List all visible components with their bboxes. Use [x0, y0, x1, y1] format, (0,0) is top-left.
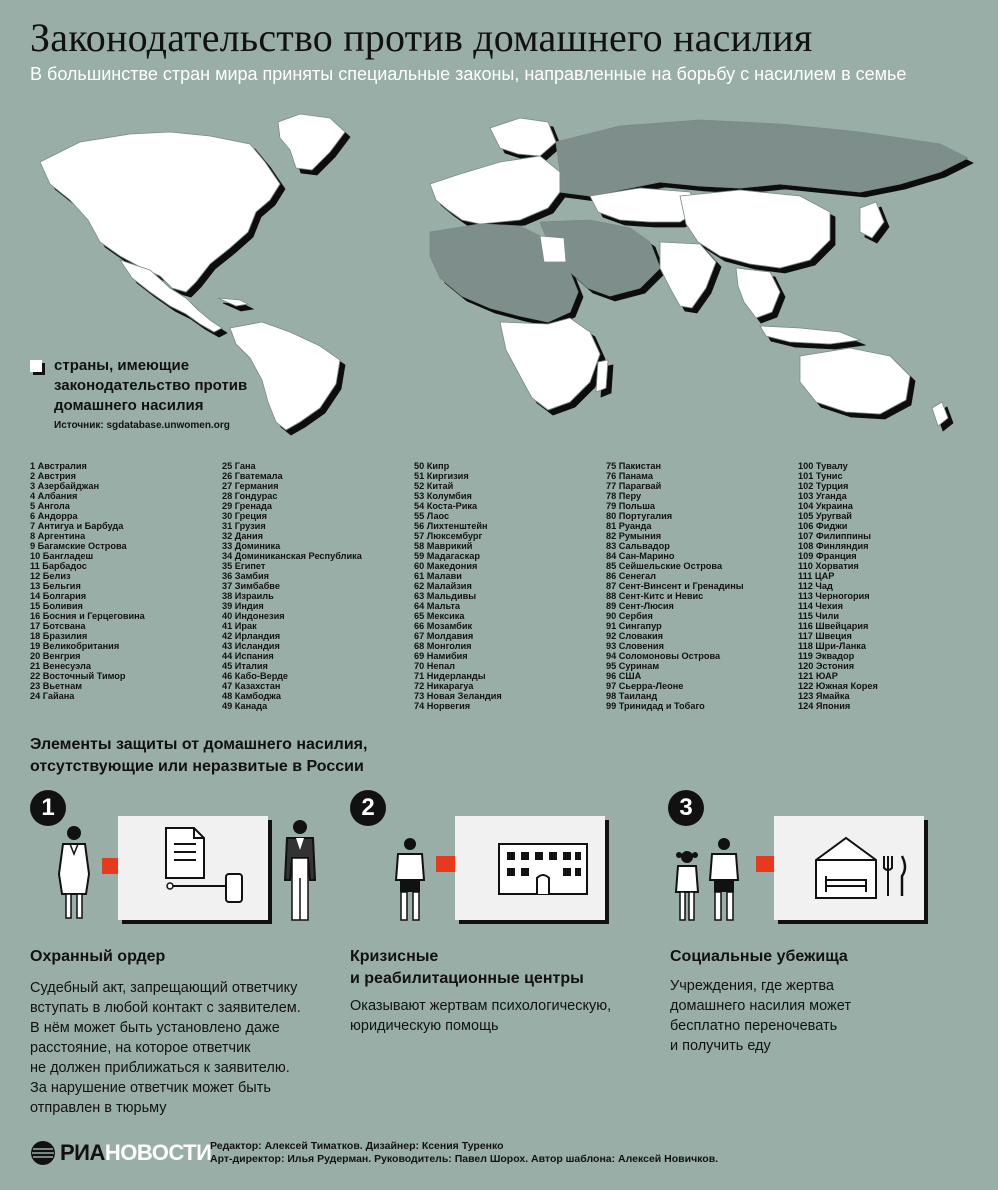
japan — [860, 202, 884, 238]
list-item: 111 ЦАР — [798, 571, 835, 581]
list-item: 78 Перу — [606, 491, 642, 501]
list-item: 74 Норвегия — [414, 701, 471, 711]
list-item: 79 Польша — [606, 501, 656, 511]
list-item: 94 Соломоновы Острова — [606, 651, 721, 661]
logo-part-b: НОВОСТИ — [104, 1140, 212, 1165]
list-item: вступать в любой контакт с заявителем. — [30, 1000, 301, 1016]
list-item: 100 Тувалу — [798, 461, 848, 471]
list-item: 86 Сенегал — [606, 571, 656, 581]
credits-line-2: Арт-директор: Илья Рудерман. Руководитель: Павел Шорох. Автор шаблона: Алексей Новичков. — [210, 1153, 719, 1165]
list-item: За нарушение ответчик может быть — [30, 1080, 271, 1096]
list-item: 96 США — [606, 671, 642, 681]
list-item: 41 Ирак — [222, 621, 257, 631]
list-item: 106 Фиджи — [798, 521, 848, 531]
list-item: домашнего насилия может — [670, 998, 851, 1014]
list-item: 12 Белиз — [30, 571, 71, 581]
scandinavia — [490, 118, 556, 156]
list-item: 76 Панама — [606, 471, 653, 481]
list-item: В нём может быть установлено даже — [30, 1020, 280, 1036]
list-item: 84 Сан-Марино — [606, 551, 675, 561]
list-item: 21 Венесуэла — [30, 661, 91, 671]
indonesia — [760, 326, 860, 344]
list-item: 64 Мальта — [414, 601, 460, 611]
person-icon — [392, 836, 428, 922]
list-item: 18 Бразилия — [30, 631, 88, 641]
list-item: 101 Тунис — [798, 471, 843, 481]
list-item: 51 Киргизия — [414, 471, 469, 481]
list-item: 120 Эстония — [798, 661, 855, 671]
country-column-5 — [798, 461, 988, 711]
list-item: 81 Руанда — [606, 521, 652, 531]
india — [660, 242, 716, 308]
list-item: бесплатно переночевать — [670, 1018, 838, 1034]
list-item: 20 Венгрия — [30, 651, 81, 661]
list-item: юридическую помощь — [350, 1018, 499, 1034]
list-item: 67 Молдавия — [414, 631, 474, 641]
item-1-heading: Охранный ордер — [30, 948, 166, 965]
list-item: 31 Грузия — [222, 521, 266, 531]
list-item: 2 Австрия — [30, 471, 76, 481]
item-2-heading — [350, 946, 650, 990]
item-3-text — [670, 976, 950, 1056]
caribbean — [218, 298, 248, 306]
list-item: 42 Ирландия — [222, 631, 281, 641]
man-in-suit-icon — [280, 818, 320, 922]
country-column-1 — [30, 461, 220, 701]
list-item: Кризисные — [350, 948, 439, 965]
list-item: 7 Антигуа и Барбуда — [30, 521, 124, 531]
list-item: 48 Камбоджа — [222, 691, 282, 701]
list-item: 59 Мадагаскар — [414, 551, 480, 561]
item-2-text — [350, 996, 650, 1036]
step-number-1: 1 — [30, 790, 66, 826]
list-item: 22 Восточный Тимор — [30, 671, 126, 681]
list-item: 124 Япония — [798, 701, 851, 711]
list-item: 38 Израиль — [222, 591, 274, 601]
item-1-text — [30, 978, 330, 1118]
list-item: 99 Тринидад и Тобаго — [606, 701, 705, 711]
source-note: Источник: sgdatabase.unwomen.org — [54, 420, 230, 431]
list-item: отправлен в тюрьму — [30, 1100, 167, 1116]
list-item: 122 Южная Корея — [798, 681, 878, 691]
legend-label: страны, имеющие законодательство против домашнего насилия — [54, 357, 248, 414]
country-column-4 — [606, 461, 796, 711]
list-item: 15 Боливия — [30, 601, 83, 611]
list-item: 43 Исландия — [222, 641, 280, 651]
list-item: 72 Никарагуа — [414, 681, 474, 691]
list-item: 89 Сент-Люсия — [606, 601, 674, 611]
list-item: 54 Коста-Рика — [414, 501, 478, 511]
list-item: 39 Индия — [222, 601, 264, 611]
list-item: 3 Азербайджан — [30, 481, 100, 491]
list-item: 75 Пакистан — [606, 461, 661, 471]
egypt — [540, 236, 566, 262]
person-icon — [706, 836, 742, 922]
list-item: 27 Германия — [222, 481, 279, 491]
credits-line-1: Редактор: Алексей Тиматков. Дизайнер: Ксения Туренко — [210, 1140, 504, 1152]
list-item: 116 Швейцария — [798, 621, 869, 631]
list-item: 110 Хорватия — [798, 561, 859, 571]
list-item: 53 Колумбия — [414, 491, 472, 501]
list-item: 93 Словения — [606, 641, 664, 651]
list-item: 49 Канада — [222, 701, 268, 711]
list-item: 107 Филиппины — [798, 531, 871, 541]
logo-part-a: РИА — [60, 1140, 105, 1165]
globe-logo-icon — [30, 1140, 56, 1166]
step-number-2: 2 — [350, 790, 386, 826]
list-item: 71 Нидерланды — [414, 671, 486, 681]
list-item: 70 Непал — [414, 661, 456, 671]
list-item: 6 Андорра — [30, 511, 78, 521]
list-item: 97 Сьерра-Леоне — [606, 681, 684, 691]
list-item: 29 Гренада — [222, 501, 272, 511]
list-item: 80 Португалия — [606, 511, 673, 521]
list-item: 65 Мексика — [414, 611, 465, 621]
step-number-3: 3 — [668, 790, 704, 826]
north-america — [40, 132, 280, 292]
protection-order-box — [118, 816, 268, 920]
list-item: 91 Сингапур — [606, 621, 662, 631]
se-asia — [736, 268, 780, 318]
list-item: 112 Чад — [798, 581, 833, 591]
country-column-3 — [414, 461, 604, 711]
list-item: 109 Франция — [798, 551, 857, 561]
list-item: 113 Черногория — [798, 591, 870, 601]
list-item: 9 Багамские Острова — [30, 541, 127, 551]
list-item: 26 Гватемала — [222, 471, 283, 481]
list-item: расстояние, на которое ответчик — [30, 1040, 251, 1056]
list-item: 123 Ямайка — [798, 691, 850, 701]
credits — [210, 1140, 718, 1166]
list-item: 14 Болгария — [30, 591, 87, 601]
page-subtitle: В большинстве стран мира приняты специальные законы, направленные на борьбу с насилием в семье — [30, 64, 907, 84]
building-icon — [455, 816, 605, 920]
list-item: 47 Казахстан — [222, 681, 281, 691]
list-item: 87 Сент-Винсент и Гренадины — [606, 581, 744, 591]
list-item: 77 Парагвай — [606, 481, 662, 491]
list-item: 16 Босния и Герцеговина — [30, 611, 145, 621]
list-item: Оказывают жертвам психологическую, — [350, 998, 612, 1014]
list-item: 63 Мальдивы — [414, 591, 477, 601]
list-item: 35 Египет — [222, 561, 266, 571]
list-item: 69 Намибия — [414, 651, 468, 661]
country-column-2 — [222, 461, 412, 711]
page-title: Законодательство против домашнего насилия — [30, 15, 813, 60]
europe — [430, 156, 560, 224]
list-item: 52 Китай — [414, 481, 454, 491]
russia — [556, 120, 968, 196]
girl-icon — [672, 850, 702, 922]
list-item: 82 Румыния — [606, 531, 662, 541]
list-item: Судебный акт, запрещающий ответчику — [30, 980, 298, 996]
list-item: 92 Словакия — [606, 631, 663, 641]
list-item: 30 Греция — [222, 511, 268, 521]
list-item: 11 Барбадос — [30, 561, 87, 571]
list-item: 40 Индонезия — [222, 611, 285, 621]
list-item: 50 Кипр — [414, 461, 450, 471]
list-item: 34 Доминиканская Республика — [222, 551, 362, 561]
list-item: 88 Сент-Китс и Невис — [606, 591, 704, 601]
list-item: 66 Мозамбик — [414, 621, 473, 631]
new-zealand — [932, 402, 948, 426]
list-item: не должен приближаться к заявителю. — [30, 1060, 290, 1076]
crisis-center-box — [455, 816, 605, 920]
list-item: 73 Новая Зеландия — [414, 691, 502, 701]
list-item: 103 Уганда — [798, 491, 847, 501]
list-item: 98 Таиланд — [606, 691, 658, 701]
list-item: 25 Гана — [222, 461, 256, 471]
list-item: 23 Вьетнам — [30, 681, 82, 691]
list-item: 1 Австралия — [30, 461, 87, 471]
list-item: Учреждения, где жертва — [670, 978, 834, 994]
list-item: 56 Лихтенштейн — [414, 521, 488, 531]
list-item: 33 Доминика — [222, 541, 281, 551]
section-title: Элементы защиты от домашнего насилия, отсутствующие или неразвитые в России — [30, 736, 368, 775]
list-item: 90 Сербия — [606, 611, 653, 621]
list-item: 118 Шри-Ланка — [798, 641, 866, 651]
list-item: 114 Чехия — [798, 601, 843, 611]
legend-swatch — [30, 360, 42, 372]
list-item: 4 Албания — [30, 491, 78, 501]
list-item: 83 Сальвадор — [606, 541, 670, 551]
list-item: 102 Турция — [798, 481, 849, 491]
list-item: 68 Монголия — [414, 641, 472, 651]
list-item: 8 Аргентина — [30, 531, 86, 541]
list-item: 19 Великобритания — [30, 641, 120, 651]
list-item: 108 Финляндия — [798, 541, 869, 551]
woman-icon — [54, 824, 94, 922]
madagascar — [596, 360, 608, 392]
list-item: 104 Украина — [798, 501, 853, 511]
document-gavel-icon — [118, 816, 268, 920]
australia — [800, 348, 910, 414]
list-item: 55 Лаос — [414, 511, 450, 521]
list-item: 105 Уругвай — [798, 511, 852, 521]
list-item: 58 Маврикий — [414, 541, 473, 551]
list-item: 32 Дания — [222, 531, 263, 541]
list-item: 60 Македония — [414, 561, 478, 571]
list-item: 28 Гондурас — [222, 491, 278, 501]
list-item: 62 Малайзия — [414, 581, 472, 591]
shelter-bed-cutlery-icon — [774, 816, 924, 920]
list-item: 117 Швеция — [798, 631, 852, 641]
list-item: 10 Бангладеш — [30, 551, 94, 561]
list-item: 61 Малави — [414, 571, 462, 581]
list-item: 95 Суринам — [606, 661, 660, 671]
list-item: 121 ЮАР — [798, 671, 838, 681]
list-item: и реабилитационные центры — [350, 970, 584, 987]
list-item: 115 Чили — [798, 611, 839, 621]
list-item: 37 Зимбабве — [222, 581, 280, 591]
list-item: 44 Испания — [222, 651, 274, 661]
list-item: 57 Люксембург — [414, 531, 483, 541]
ria-novosti-logo — [30, 1140, 211, 1166]
shelter-box — [774, 816, 924, 920]
greenland — [278, 114, 345, 170]
list-item: 85 Сейшельские Острова — [606, 561, 723, 571]
list-item: 46 Кабо-Верде — [222, 671, 289, 681]
list-item: 13 Бельгия — [30, 581, 81, 591]
list-item: и получить еду — [670, 1038, 771, 1054]
list-item: 36 Замбия — [222, 571, 269, 581]
list-item: 24 Гайана — [30, 691, 75, 701]
list-item: 5 Ангола — [30, 501, 70, 511]
list-item: 119 Эквадор — [798, 651, 855, 661]
item-3-heading: Социальные убежища — [670, 948, 848, 965]
list-item: 45 Италия — [222, 661, 268, 671]
south-africa — [500, 318, 600, 410]
list-item: 17 Ботсвана — [30, 621, 86, 631]
